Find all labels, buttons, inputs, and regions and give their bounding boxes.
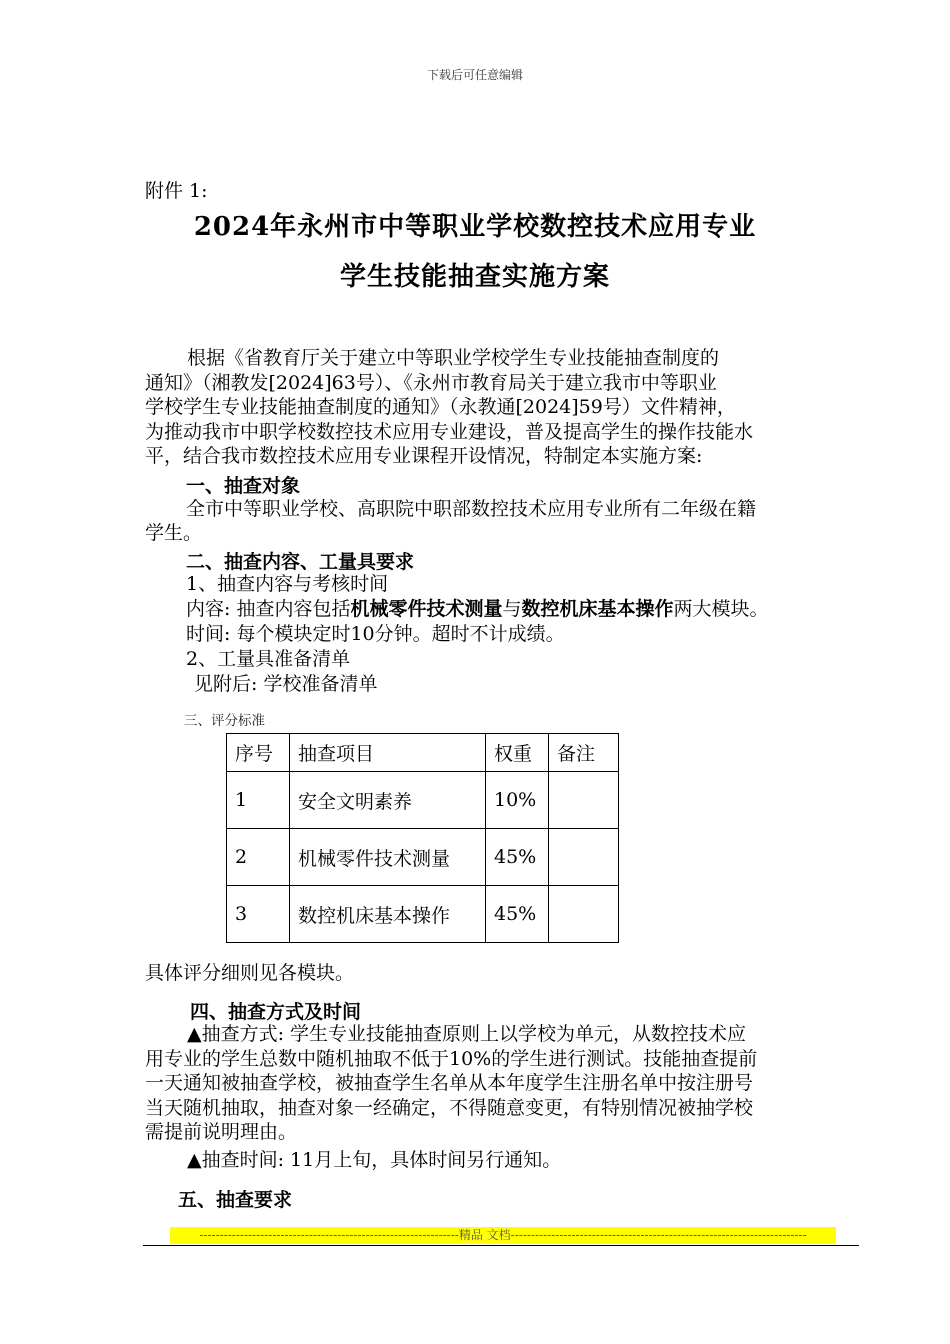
section5-heading: 五、抽查要求 [178, 1189, 293, 1211]
section2-sub2-note: 见附后: 学校准备清单 [194, 673, 378, 695]
section1-text: 学生。 [145, 522, 203, 544]
content-suffix: 两大模块。 [673, 598, 769, 620]
section4-method-line: 用专业的学生总数中随机抽取不低于10%的学生进行测试。技能抽查提前 [145, 1047, 758, 1070]
content-and: 与 [502, 598, 522, 620]
table-header-cell: 备注 [549, 734, 619, 772]
section4-heading: 四、抽查方式及时间 [190, 1001, 362, 1023]
intro-line: 学校学生专业技能抽查制度的通知》（永教通[2024]59号）文件精神， [145, 396, 736, 419]
table-header-row [227, 734, 619, 772]
table-cell: 45% [486, 886, 549, 943]
section2-content-line [186, 597, 769, 622]
table-header-cell: 权重 [486, 734, 549, 772]
table-header-cell: 抽查项目 [290, 734, 486, 772]
table-cell: 机械零件技术测量 [290, 829, 486, 886]
attachment-label: 附件 1: [145, 180, 208, 202]
document-title-line1: 2024年永州市中等职业学校数控技术应用专业 [193, 212, 757, 242]
table-row [227, 886, 619, 943]
table-cell: 数控机床基本操作 [290, 886, 486, 943]
module1-name: 机械零件技术测量 [350, 598, 503, 620]
section2-heading: 二、抽查内容、工量具要求 [186, 551, 415, 573]
intro-line: 为推动我市中职学校数控技术应用专业建设，普及提高学生的操作技能水 [145, 420, 754, 443]
section4-method-line: 一天通知被抽查学校，被抽查学生名单从本年度学生注册名单中按注册号 [145, 1072, 754, 1095]
table-cell: 1 [227, 772, 290, 829]
section4-method-line: 需提前说明理由。 [145, 1121, 298, 1144]
section4-method [145, 1022, 860, 1145]
intro-line: 根据《省教育厅关于建立中等职业学校学生专业技能抽查制度的 [187, 347, 720, 369]
table-cell: 3 [227, 886, 290, 943]
table-cell: 安全文明素养 [290, 772, 486, 829]
table-cell: 10% [486, 772, 549, 829]
section4-time: ▲抽查时间: 11月上旬，具体时间另行通知。 [187, 1149, 562, 1171]
document-title-line2: 学生技能抽查实施方案 [339, 262, 610, 292]
table-row [227, 772, 619, 829]
footer-banner: ----------------------------------------------------------------精品 文档------------------------------------------------------------------------- [170, 1227, 836, 1244]
table-cell: 2 [227, 829, 290, 886]
section1-text: 全市中等职业学校、高职院中职部数控技术应用专业所有二年级在籍 [186, 498, 757, 520]
intro-paragraph [145, 346, 860, 469]
header-note: 下载后可任意编辑 [426, 68, 523, 82]
table-cell [549, 772, 619, 829]
table-header-cell: 序号 [227, 734, 290, 772]
module2-name: 数控机床基本操作 [521, 598, 674, 620]
table-cell [549, 886, 619, 943]
content-prefix: 内容: 抽查内容包括 [186, 598, 351, 620]
section2-sub2: 2、工量具准备清单 [186, 648, 351, 670]
section2-time-line: 时间: 每个模块定时10分钟。超时不计成绩。 [186, 623, 565, 645]
section4-method-line: ▲抽查方式: 学生专业技能抽查原则上以学校为单元，从数控技术应 [187, 1023, 747, 1045]
section2-sub1: 1、抽查内容与考核时间 [186, 573, 389, 595]
section3-heading: 三、评分标准 [184, 713, 265, 729]
table-row [227, 829, 619, 886]
intro-line: 通知》（湘教发[2024]63号）、《永州市教育局关于建立我市中等职业 [145, 371, 717, 394]
scoring-table [226, 733, 619, 943]
table-cell: 45% [486, 829, 549, 886]
footer-divider [143, 1245, 859, 1246]
after-table-note: 具体评分细则见各模块。 [145, 962, 355, 984]
table-cell [549, 829, 619, 886]
intro-line: 平，结合我市数控技术应用专业课程开设情况，特制定本实施方案: [145, 445, 703, 468]
section4-method-line: 当天随机抽取，抽查对象一经确定，不得随意变更，有特别情况被抽学校 [145, 1096, 754, 1119]
section1-heading: 一、抽查对象 [186, 475, 301, 497]
